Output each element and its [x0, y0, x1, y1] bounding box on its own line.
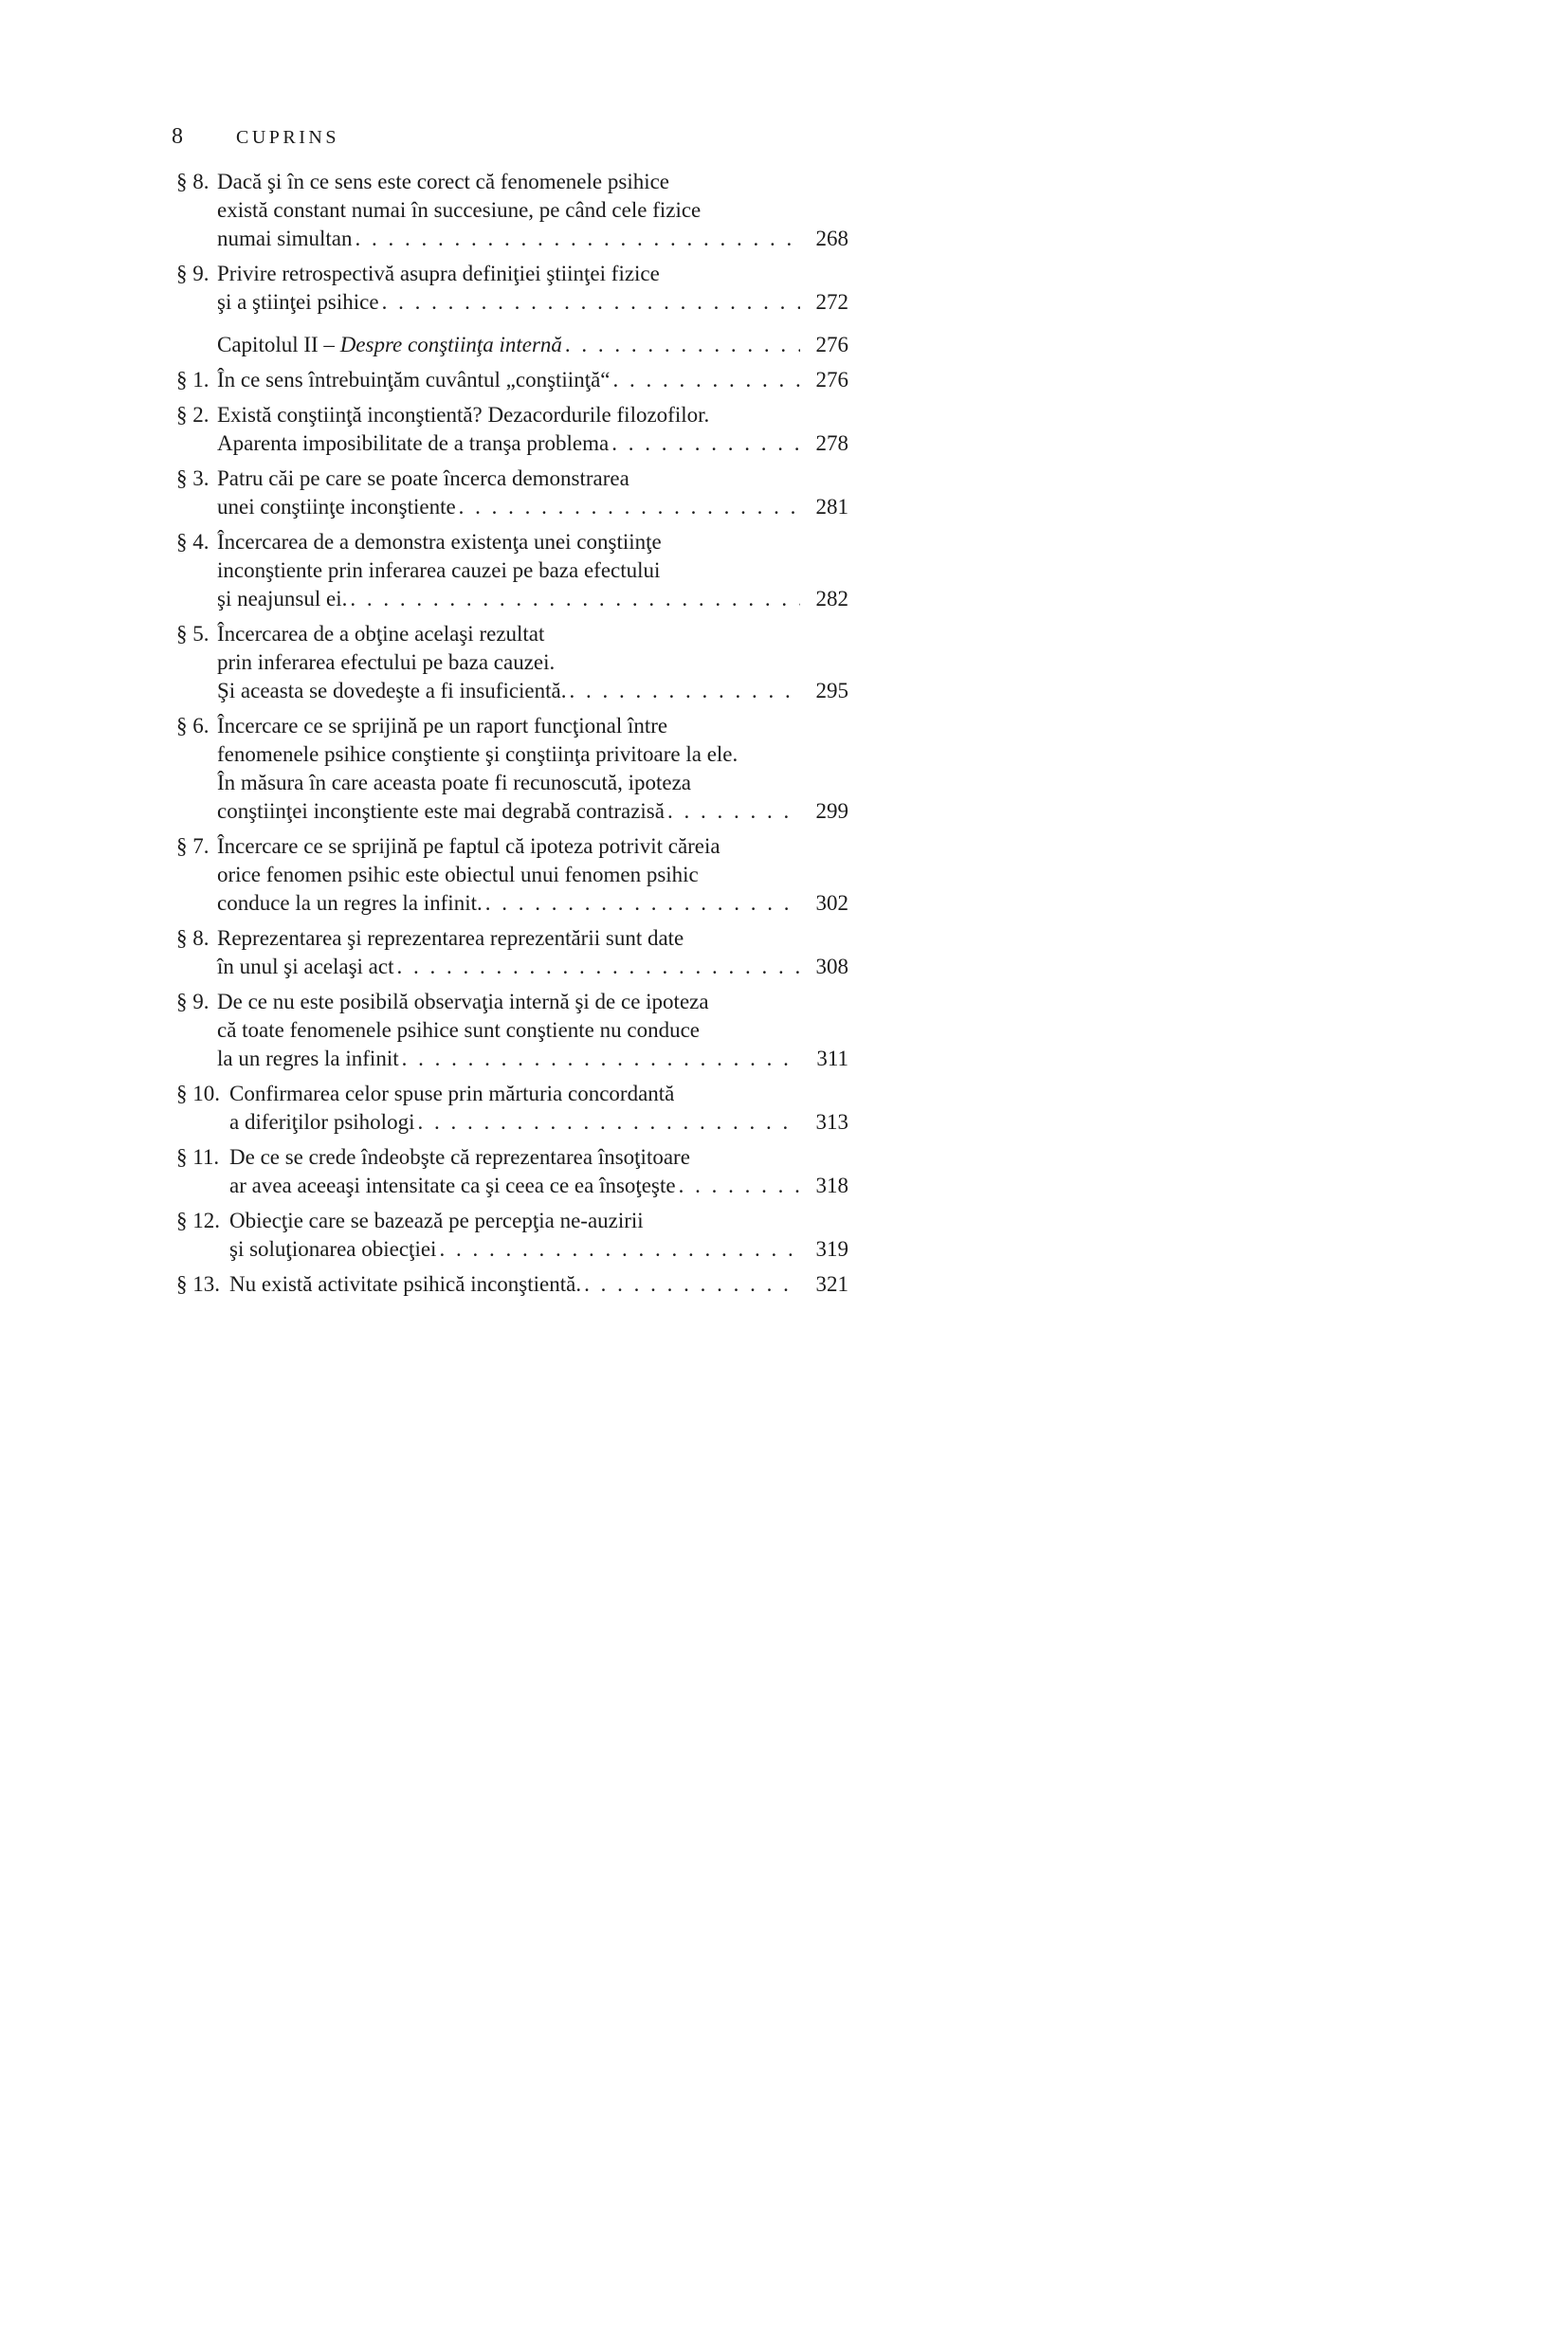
section-label: § 10.	[176, 1082, 220, 1105]
section-label: § 8.	[176, 170, 210, 193]
toc-entry	[176, 366, 848, 394]
toc-entry	[176, 1207, 848, 1264]
page-ref: 268	[815, 227, 848, 250]
chapter-heading-text	[217, 331, 562, 359]
toc-entry	[176, 168, 848, 253]
toc-line-text: De ce se crede îndeobşte că reprezentarea însoţitoare	[229, 1145, 690, 1169]
running-head-title: CUPRINS	[236, 127, 339, 148]
page-ref: 278	[815, 431, 848, 455]
toc-line	[217, 648, 848, 677]
page-ref: 321	[815, 1272, 848, 1296]
section-label: § 2.	[176, 403, 210, 427]
toc-chapter-entry	[176, 331, 848, 359]
dot-leader	[679, 1172, 800, 1200]
toc-line	[217, 712, 848, 740]
page-ref: 302	[815, 891, 848, 915]
toc-line-text: prin inferarea efectului pe baza cauzei.	[217, 650, 556, 674]
page-ref: 272	[815, 290, 848, 314]
folio-page-number: 8	[172, 124, 183, 149]
toc-line	[217, 988, 848, 1016]
section-label: § 1.	[176, 368, 210, 392]
toc-line	[229, 1172, 848, 1200]
toc-line	[217, 168, 848, 196]
dot-leader	[565, 331, 800, 359]
toc-entry	[176, 1143, 848, 1200]
dot-leader	[350, 585, 800, 613]
section-label: § 3.	[176, 466, 210, 490]
chapter-title: Despre conştiinţa internă	[339, 333, 562, 356]
dot-leader	[439, 1235, 800, 1264]
page-ref: 282	[815, 587, 848, 611]
dot-leader	[402, 1045, 800, 1073]
toc-line-text: a diferiţilor psihologi	[229, 1110, 415, 1134]
toc-line-text: ar avea aceeaşi intensitate ca şi ceea ce ea însoţeşte	[229, 1174, 676, 1197]
toc-entry	[176, 465, 848, 521]
toc-line-text: Încercare ce se sprijină pe faptul că ipoteza potrivit căreia	[217, 834, 720, 858]
section-label: § 9.	[176, 990, 210, 1013]
toc-line	[217, 924, 848, 953]
toc-line-text: Reprezentarea şi reprezentarea reprezentării sunt date	[217, 926, 684, 950]
toc-line-text: conduce la un regres la infinit.	[217, 891, 483, 915]
toc-line-text: şi soluţionarea obiecţiei	[229, 1237, 437, 1261]
page-ref: 308	[815, 955, 848, 978]
toc-line-text: numai simultan	[217, 227, 353, 250]
dot-leader	[382, 288, 800, 317]
toc-line	[217, 528, 848, 556]
toc-line	[217, 1045, 848, 1073]
section-label: § 11.	[176, 1145, 220, 1169]
toc-entry	[176, 528, 848, 613]
section-label: § 8.	[176, 926, 210, 950]
page-ref: 319	[815, 1237, 848, 1261]
toc-line-text: Încercare ce se sprijină pe un raport funcţional între	[217, 714, 668, 738]
dot-leader	[613, 366, 800, 394]
toc-line	[217, 288, 848, 317]
toc-line	[217, 677, 848, 705]
toc-line	[217, 1016, 848, 1045]
toc-line	[229, 1108, 848, 1137]
toc-line-text: inconştiente prin inferarea cauzei pe baza efectului	[217, 558, 661, 582]
toc-entry	[176, 260, 848, 317]
toc-line-text: Încercarea de a obţine acelaşi rezultat	[217, 622, 545, 646]
toc-line-text: Şi aceasta se dovedeşte a fi insuficientă.	[217, 679, 567, 702]
toc-entry	[176, 712, 848, 826]
page-ref: 276	[815, 368, 848, 392]
toc-entry	[176, 1080, 848, 1137]
chapter-prefix: Capitolul II –	[217, 333, 340, 356]
page-ref: 313	[815, 1110, 848, 1134]
toc-line-text: În măsura în care aceasta poate fi recunoscută, ipoteza	[217, 771, 691, 794]
toc-line-text: Încercarea de a demonstra existenţa unei conştiinţe	[217, 530, 662, 554]
dot-leader	[570, 677, 801, 705]
toc-line-text: există constant numai în succesiune, pe când cele fizice	[217, 198, 702, 222]
toc-entry	[176, 832, 848, 918]
toc-line	[229, 1270, 848, 1299]
toc-entry	[176, 988, 848, 1073]
toc-line-text: şi neajunsul ei.	[217, 587, 348, 611]
page-ref: 281	[815, 495, 848, 519]
toc-line	[217, 401, 848, 429]
toc-line-text: Nu există activitate psihică inconştientă.	[229, 1272, 582, 1296]
page-ref: 311	[816, 1047, 848, 1070]
dot-leader	[397, 953, 801, 981]
toc-line	[217, 797, 848, 826]
toc-line	[229, 1235, 848, 1264]
toc-line-text: Privire retrospectivă asupra definiţiei ştiinţei fizice	[217, 262, 660, 285]
dot-leader	[417, 1108, 800, 1137]
page-ref: 276	[815, 333, 848, 356]
toc-line	[217, 429, 848, 458]
toc-line	[229, 1080, 848, 1108]
toc-line	[217, 556, 848, 585]
toc-line-text: unei conştiinţe inconştiente	[217, 495, 456, 519]
toc-line-text: Aparenta imposibilitate de a tranşa problema	[217, 431, 610, 455]
toc-line-text: Există conştiinţă inconştientă? Dezacordurile filozofilor.	[217, 403, 710, 427]
dot-leader	[611, 429, 800, 458]
toc-line	[217, 493, 848, 521]
toc-line	[217, 832, 848, 861]
dot-leader	[485, 889, 800, 918]
toc-line-text: şi a ştiinţei psihice	[217, 290, 379, 314]
toc-line-text: Confirmarea celor spuse prin mărturia concordantă	[229, 1082, 675, 1105]
toc-line	[217, 620, 848, 648]
toc-line	[217, 585, 848, 613]
toc-line	[217, 366, 848, 394]
page-ref: 299	[815, 799, 848, 823]
toc-line	[217, 225, 848, 253]
toc-line-text: că toate fenomenele psihice sunt conştiente nu conduce	[217, 1018, 700, 1042]
page-header	[172, 124, 339, 150]
toc-line-text: Obiecţie care se bazează pe percepţia ne-auzirii	[229, 1209, 644, 1232]
section-label: § 12.	[176, 1209, 220, 1232]
toc-line-text: conştiinţei inconştiente este mai degrabă contrazisă	[217, 799, 665, 823]
toc-line	[217, 260, 848, 288]
toc-line	[217, 331, 848, 359]
toc-line-text: Patru căi pe care se poate încerca demonstrarea	[217, 466, 629, 490]
section-label: § 13.	[176, 1272, 220, 1296]
dot-leader	[667, 797, 800, 826]
toc-entry	[176, 924, 848, 981]
section-label: § 9.	[176, 262, 210, 285]
toc-line-text: De ce nu este posibilă observaţia internă şi de ce ipoteza	[217, 990, 709, 1013]
dot-leader	[584, 1270, 800, 1299]
toc-line	[217, 740, 848, 769]
toc-line-text: la un regres la infinit	[217, 1047, 399, 1070]
dot-leader	[459, 493, 800, 521]
toc-line-text: în unul şi acelaşi act	[217, 955, 394, 978]
toc-entry	[176, 1270, 848, 1299]
section-label: § 7.	[176, 834, 210, 858]
toc-line-text: fenomenele psihice conştiente şi conştiinţa privitoare la ele.	[217, 742, 738, 766]
page-ref: 318	[815, 1174, 848, 1197]
section-label: § 5.	[176, 622, 210, 646]
toc-line-text: Dacă şi în ce sens este corect că fenomenele psihice	[217, 170, 670, 193]
page-ref: 295	[815, 679, 848, 702]
toc-line	[217, 861, 848, 889]
toc-entry	[176, 401, 848, 458]
toc-line	[229, 1143, 848, 1172]
section-label: § 4.	[176, 530, 210, 554]
toc-line	[217, 769, 848, 797]
dot-leader	[355, 225, 800, 253]
toc-line-text: orice fenomen psihic este obiectul unui fenomen psihic	[217, 863, 699, 886]
toc-line	[217, 953, 848, 981]
section-label: § 6.	[176, 714, 210, 738]
toc-entry	[176, 620, 848, 705]
toc-line	[217, 196, 848, 225]
toc-line	[217, 889, 848, 918]
toc-list	[176, 168, 848, 1305]
toc-line-text: În ce sens întrebuinţăm cuvântul „conştiinţă“	[217, 368, 611, 392]
toc-line	[217, 465, 848, 493]
toc-line	[229, 1207, 848, 1235]
